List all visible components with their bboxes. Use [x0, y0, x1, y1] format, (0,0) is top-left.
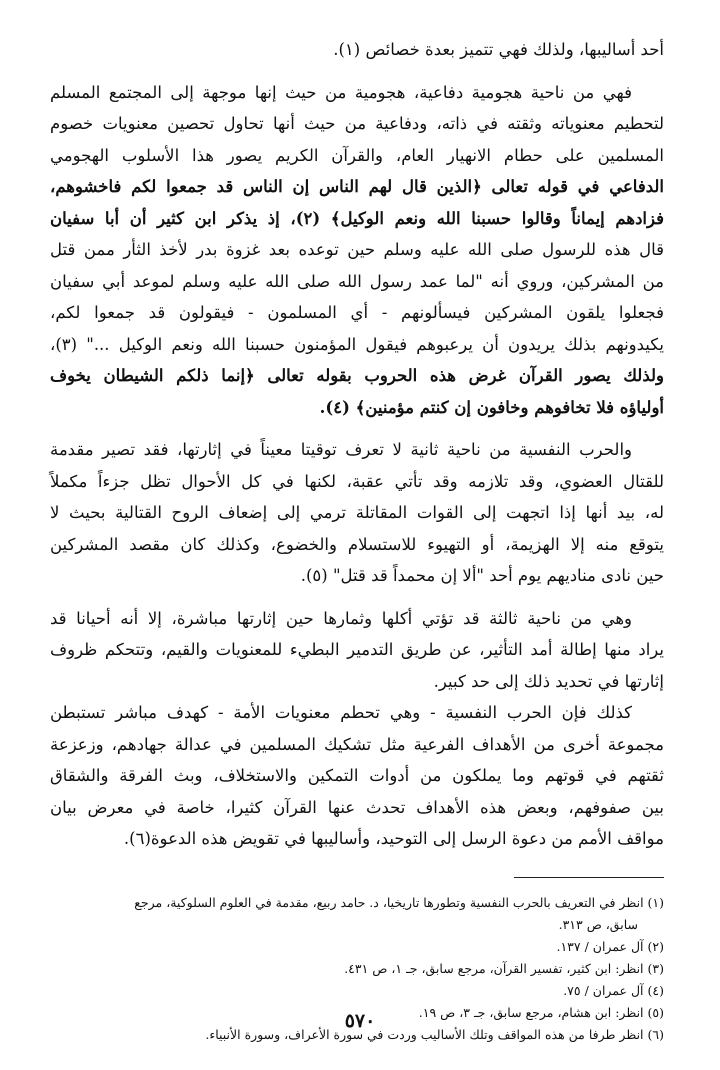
quran-verse-line: أولياؤه فلا تخافوهم وخافون إن كنتم مؤمنين﴾ (٤).: [319, 397, 664, 417]
text-line: مواقف الأمم من دعوة الرسل إلى التوحيد، وأساليبها في تقويض هذه الدعوة(٦).: [123, 829, 664, 848]
text-line: لتحطيم معنوياته وثقته في ذاته، ودفاعية من حيث أنها تحاول تحصين معنويات خصوم: [50, 114, 664, 133]
paragraph: [50, 697, 664, 855]
footnote: (٦) انظر طرفا من هذه المواقف وتلك الأساليب وردت في سورة الأعراف، وسورة الأنبياء.: [205, 1026, 664, 1042]
text-line: إثارتها في تحديد ذلك إلى حد كبير.: [433, 671, 664, 691]
footnote: (١) انظر في التعريف بالحرب النفسية وتطورها تاريخيا، د. حامد ربيع، مقدمة في العلوم السلوكية، مرجع: [134, 894, 664, 910]
page-number: ٥٧٠: [344, 1010, 376, 1032]
text-line: أحد أساليبها، ولذلك فهي تتميز بعدة خصائص (١).: [333, 40, 664, 59]
footnote: (٤) آل عمران / ٧٥.: [563, 982, 664, 998]
quran-verse-line: ولذلك يصور القرآن غرض هذه الحروب بقوله تعالى ﴿إنما ذلكم الشيطان يخوف: [50, 366, 664, 385]
text-line: له، بيد أنها إذا اتجهت إلى القوات المقاتلة ترمي إلى إضعاف الروح القتالية بحيث لا: [50, 503, 664, 522]
text-line: من المشركين، وروي أنه "لما عمد رسول الله صلى الله عليه وسلم لموعد أبي سفيان: [50, 271, 664, 291]
quran-verse-line: الدفاعي في قوله تعالى ﴿الذين قال لهم الناس إن الناس قد جمعوا لكم فاخشوهم،: [50, 177, 664, 196]
footnote: (٢) آل عمران / ١٣٧.: [556, 938, 664, 954]
text-line: يكيدونهم بذلك يريدون أن يرعبوهم فيقول المؤمنون حسبنا الله ونعم الوكيل ..." (٣)،: [50, 334, 664, 354]
text-line: للقتال العضوي، وقد تلازمه وقد تأتي عقبة، لكنها في كل الأحوال تظل جزءاً مكملاً: [50, 471, 664, 491]
text-line: بين صفوفهم، وبعض هذه الأهداف تحدث عنها القرآن كثيرا، خاصة في معرض بيان: [50, 797, 664, 817]
text-line: فهي من ناحية هجومية دفاعية، هجومية من حيث إنها موجهة إلى المجتمع المسلم: [50, 82, 632, 102]
paragraph: [50, 77, 664, 424]
text-line: ثقتهم في قوتهم وما يملكون من أدوات التمكين والاستخلاف، وبث الفرقة والشقاق: [50, 766, 664, 785]
paragraph: [50, 34, 664, 66]
text-line: وهي من ناحية ثالثة قد تؤتي أكلها وثمارها حين إثارتها مباشرة، إلا أنه أحيانا قد: [50, 608, 632, 628]
text-line: فجعلوا يلقون المشركين فيسألونهم - أي المسلمون - فيقولون قد جمعوا لكم،: [50, 303, 664, 322]
text-line: كذلك فإن الحرب النفسية - وهي تحطم معنويات الأمة - كهدف مباشر تستبطن: [50, 703, 632, 722]
text-line: يتوقع منه إلا الهزيمة، أو التهيوء للاستسلام والخضوع، وكذلك كان مقصد المشركين: [50, 534, 664, 554]
footnote: (٣) انظر: ابن كثير، تفسير القرآن، مرجع سابق، جـ ١، ص ٤٣١.: [344, 960, 664, 976]
text-line: مجموعة أخرى من الأهداف الفرعية مثل تشكيك المسلمين في عدالة جهادهم، وزعزعة: [50, 734, 664, 754]
text-line: المسلمين على حطام الانهيار العام، والقرآن الكريم يصور هذا الأسلوب الهجومي: [50, 145, 664, 165]
footnote-separator: [514, 877, 664, 878]
text-line: قال هذه للرسول صلى الله عليه وسلم حين توعده بعد غزوة بدر لأخذ الثأر ممن قتل: [50, 240, 664, 259]
text-line: يراد منها إطالة أمد التأثير، عن طريق التدمير البطيء للمعنويات والقيم، وتتحكم ظروف: [50, 640, 664, 659]
paragraph: [50, 434, 664, 592]
quran-verse-line: فزادهم إيماناً وقالوا حسبنا الله ونعم الوكيل﴾ (٢)، إذ يذكر ابن كثير أن أبا سفيان: [50, 208, 664, 228]
paragraph: [50, 603, 664, 698]
footnote: (٥) انظر: ابن هشام، مرجع سابق، جـ ٣، ص ١٩.: [418, 1004, 664, 1020]
text-line: حين نادى مناديهم يوم أحد "ألا إن محمداً قد قتل" (٥).: [300, 566, 664, 585]
text-line: والحرب النفسية من ناحية ثانية لا تعرف توقيتا معيناً في إثارتها، فقد تصير مقدمة: [50, 440, 632, 459]
footnote-continuation: سابق، ص ٣١٣.: [558, 916, 638, 932]
